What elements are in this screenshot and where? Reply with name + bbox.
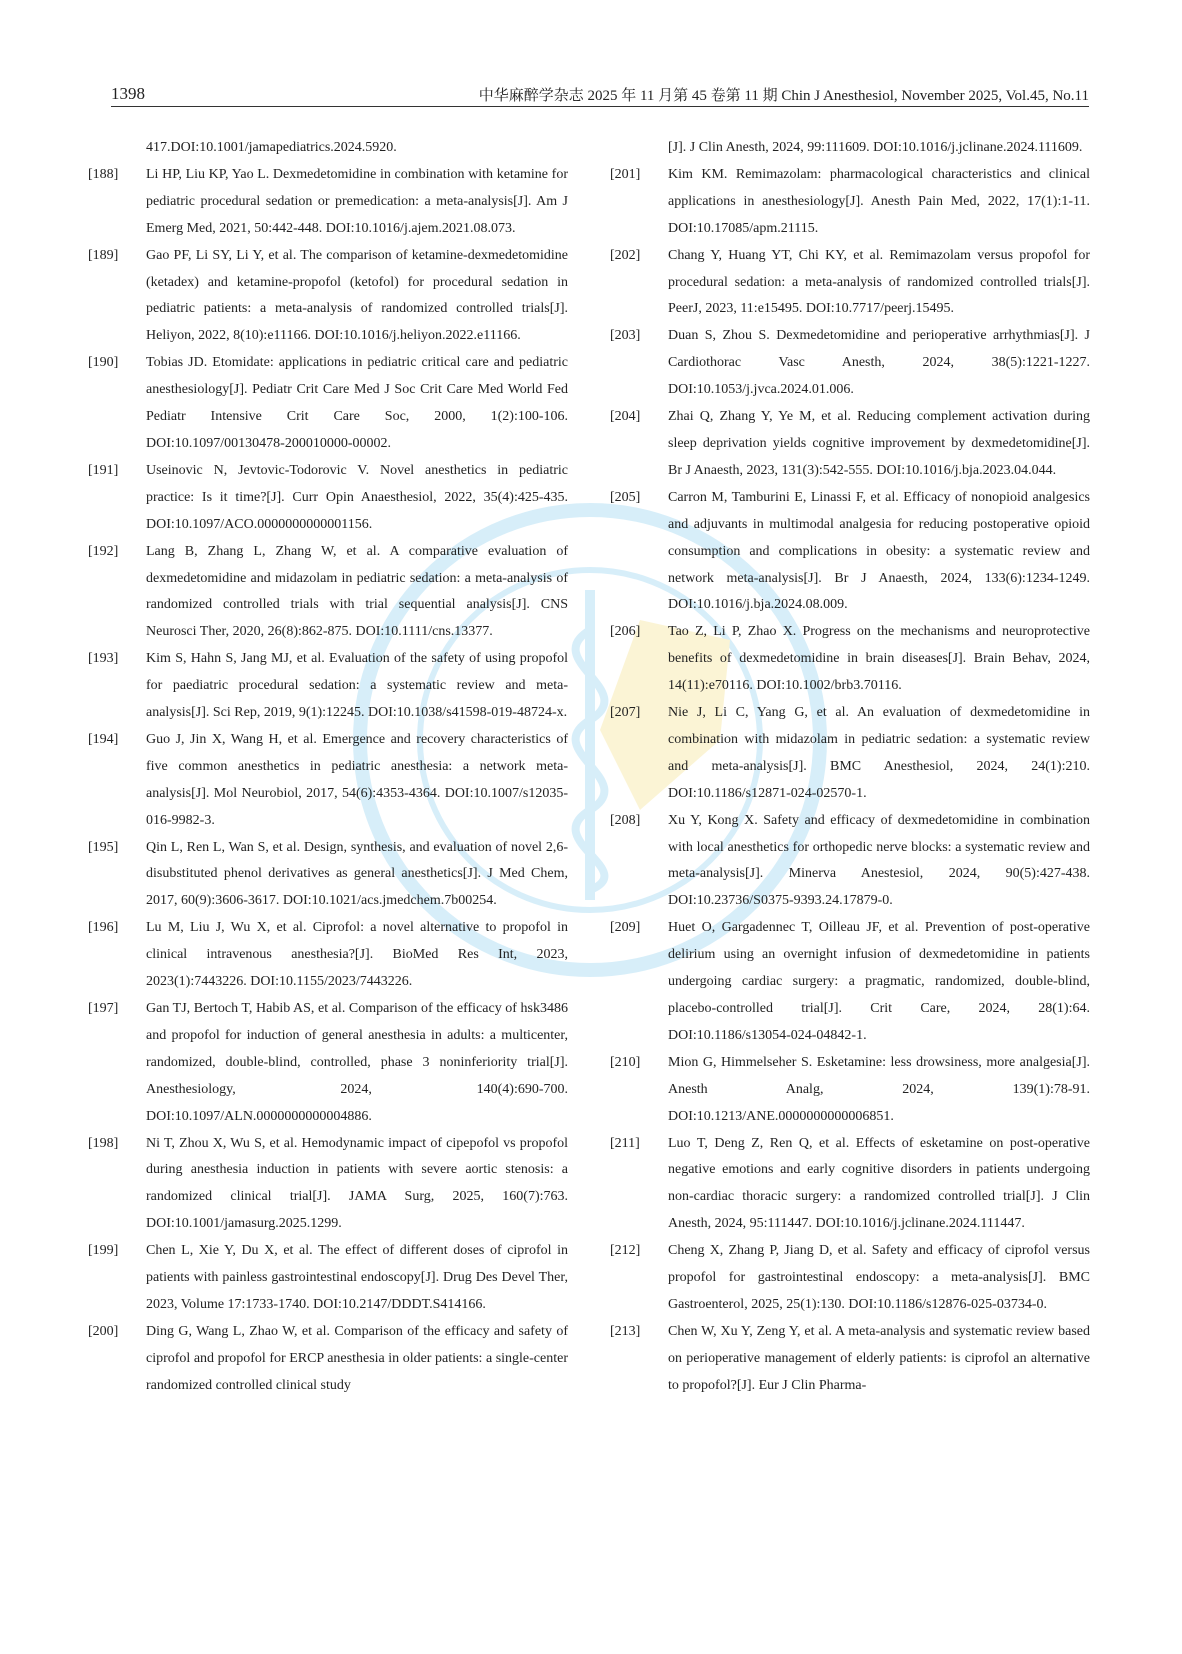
- reference-text: Cheng X, Zhang P, Jiang D, et al. Safety and efficacy of ciprofol versus propofol for gastrointestinal endoscopy: a meta-analysis[J]. BMC Gastroenterol, 2025, 25(1):130. DOI:10.1186/s12876-025-03734-0.: [668, 1243, 1090, 1312]
- left-column: [88, 135, 568, 1400]
- reference-text: Tao Z, Li P, Zhao X. Progress on the mechanisms and neuroprotective benefits of dexmedetomidine in brain diseases[J]. Brain Behav, 2024, 14(11):e70116. DOI:10.1002/brb3.70116.: [668, 624, 1090, 694]
- reference-text: Guo J, Jin X, Wang H, et al. Emergence and recovery characteristics of five common anesthetics in pediatric anesthesia: a network meta-analysis[J]. Mol Neurobiol, 2017, 54(6):4353-4364. DOI:10.1007/s12035-016-9982-3.: [146, 731, 568, 828]
- reference-number: [195]: [88, 839, 119, 855]
- reference-number: [191]: [88, 462, 119, 478]
- reference-number: [207]: [610, 705, 641, 721]
- reference-item: [88, 996, 568, 1131]
- reference-text: Nie J, Li C, Yang G, et al. An evaluation of dexmedetomidine in combination with midazolam in pediatric sedation: a systematic review and meta-analysis[J]. BMC Anesthesiol, 2024, 24(1):210. DOI:10.1186/s12871-024-02570-1.: [668, 705, 1090, 801]
- reference-item: [88, 162, 568, 243]
- reference-number: [204]: [610, 409, 641, 425]
- reference-item: [88, 458, 568, 539]
- right-column: [610, 135, 1090, 1400]
- reference-item: [88, 539, 568, 647]
- reference-text: Zhai Q, Zhang Y, Ye M, et al. Reducing complement activation during sleep deprivation yields cognitive improvement by dexmedetomidine[J]. Br J Anaesth, 2023, 131(3):542-555. DOI:10.1016/j.bja.2023.04.044.: [668, 409, 1090, 478]
- reference-number: [199]: [88, 1243, 119, 1259]
- reference-number: [190]: [88, 355, 119, 371]
- reference-item: [610, 485, 1090, 620]
- reference-number: [198]: [88, 1135, 119, 1151]
- reference-item: [610, 808, 1090, 916]
- reference-text: Carron M, Tamburini E, Linassi F, et al. Efficacy of nonopioid analgesics and adjuvants in multimodal analgesia for reducing postoperative opioid consumption and complications in obesity: a systematic review and network meta-analysis[J]. Br J Anaesth, 2024, 133(6):1234-1249. DOI:10.1016/j.bja.2024.08.009.: [668, 489, 1090, 613]
- reference-number: [192]: [88, 543, 119, 559]
- reference-item: [610, 1131, 1090, 1239]
- reference-item: [610, 1238, 1090, 1319]
- reference-text: Gan TJ, Bertoch T, Habib AS, et al. Comparison of the efficacy of hsk3486 and propofol for induction of general anesthesia in adults: a multicenter, randomized, double-blind, controlled, phase 3 noninferiority trial[J]. Anesthesiology, 2024, 140(4):690-700. DOI:10.1097/ALN.0000000000004886.: [146, 1001, 568, 1124]
- reference-item: [88, 915, 568, 996]
- running-head: 中华麻醉学杂志 2025 年 11 月第 45 卷第 11 期 Chin J Anesthesiol, November 2025, Vol.45, No.11: [478, 88, 1089, 104]
- reference-number: [208]: [610, 812, 641, 828]
- reference-number: [210]: [610, 1054, 641, 1070]
- reference-item: [88, 1319, 568, 1400]
- reference-text: Chen W, Xu Y, Zeng Y, et al. A meta-analysis and systematic review based on perioperative management of elderly patients: is ciprofol an alternative to propofol?[J]. Eur J Clin Pharma-: [668, 1323, 1090, 1393]
- reference-text: Lang B, Zhang L, Zhang W, et al. A comparative evaluation of dexmedetomidine and midazolam in pediatric sedation: a meta-analysis of randomized controlled trials with trial sequential analysis[J]. CNS Neurosci Ther, 2020, 26(8):862-875. DOI:10.1111/cns.13377.: [146, 543, 568, 640]
- reference-item: [610, 404, 1090, 485]
- reference-text: Ding G, Wang L, Zhao W, et al. Comparison of the efficacy and safety of ciprofol and propofol for ERCP anesthesia in older patients: a single-center randomized controlled clinical study: [146, 1323, 568, 1393]
- reference-number: [211]: [610, 1135, 640, 1151]
- reference-item: [88, 727, 568, 835]
- reference-number: [193]: [88, 651, 119, 667]
- reference-continuation: [J]. J Clin Anesth, 2024, 99:111609. DOI:10.1016/j.jclinane.2024.111609.: [668, 140, 1083, 155]
- reference-number: [197]: [88, 1001, 119, 1016]
- reference-item: [88, 1131, 568, 1239]
- reference-number: [205]: [610, 489, 641, 505]
- header-rule: [111, 106, 1089, 107]
- reference-text: Xu Y, Kong X. Safety and efficacy of dexmedetomidine in combination with local anesthetics for orthopedic nerve blocks: a systematic review and meta-analysis[J]. Minerva Anestesiol, 2024, 90(5):427-438. DOI:10.23736/S0375-9393.24.17879-0.: [668, 812, 1090, 909]
- reference-item: [610, 1319, 1090, 1400]
- reference-item: [610, 915, 1090, 1050]
- reference-item: [88, 835, 568, 916]
- reference-number: [200]: [88, 1323, 119, 1339]
- reference-number: [203]: [610, 328, 641, 344]
- reference-item: [610, 323, 1090, 404]
- reference-item: [610, 162, 1090, 243]
- reference-item: [610, 1050, 1090, 1131]
- reference-number: [212]: [610, 1243, 641, 1259]
- reference-text: Duan S, Zhou S. Dexmedetomidine and perioperative arrhythmias[J]. J Cardiothorac Vasc Anesth, 2024, 38(5):1221-1227. DOI:10.1053/j.jvca.2024.01.006.: [668, 328, 1090, 398]
- reference-item: [88, 646, 568, 727]
- reference-number: [196]: [88, 920, 119, 936]
- reference-text: Mion G, Himmelseher S. Esketamine: less drowsiness, more analgesia[J]. Anesth Analg, 2024, 139(1):78-91. DOI:10.1213/ANE.0000000000006851.: [668, 1054, 1090, 1124]
- reference-item: [610, 243, 1090, 324]
- reference-item: [88, 243, 568, 351]
- reference-text: Chen L, Xie Y, Du X, et al. The effect of different doses of ciprofol in patients with painless gastrointestinal endoscopy[J]. Drug Des Devel Ther, 2023, Volume 17:1733-1740. DOI:10.2147/DDDT.S414166.: [146, 1243, 568, 1312]
- reference-text: Tobias JD. Etomidate: applications in pediatric critical care and pediatric anesthesiology[J]. Pediatr Crit Care Med J Soc Crit Care Med World Fed Pediatr Intensive Crit Care Soc, 2000, 1(2):100-106. DOI:10.1097/00130478-200010000-00002.: [146, 355, 568, 451]
- reference-item: [88, 350, 568, 458]
- reference-item: [88, 1238, 568, 1319]
- reference-number: [213]: [610, 1323, 641, 1339]
- reference-text: Kim S, Hahn S, Jang MJ, et al. Evaluation of the safety of using propofol for paediatric procedural sedation: a systematic review and meta-analysis[J]. Sci Rep, 2019, 9(1):12245. DOI:10.1038/s41598-019-48724-x.: [146, 651, 568, 721]
- reference-number: [202]: [610, 247, 641, 263]
- reference-text: Li HP, Liu KP, Yao L. Dexmedetomidine in combination with ketamine for pediatric procedural sedation or premedication: a meta-analysis[J]. Am J Emerg Med, 2021, 50:442-448. DOI:10.1016/j.ajem.2021.08.073.: [146, 166, 568, 236]
- reference-continuation: 417.DOI:10.1001/jamapediatrics.2024.5920.: [146, 140, 397, 155]
- reference-text: Gao PF, Li SY, Li Y, et al. The comparison of ketamine-dexmedetomidine (ketadex) and ketamine-propofol (ketofol) for procedural sedation in pediatric patients: a meta-analysis of randomized controlled trials[J]. Heliyon, 2022, 8(10):e11166. DOI:10.1016/j.heliyon.2022.e11166.: [146, 247, 568, 344]
- reference-number: [209]: [610, 920, 641, 936]
- reference-item: [610, 619, 1090, 700]
- reference-text: Lu M, Liu J, Wu X, et al. Ciprofol: a novel alternative to propofol in clinical intravenous anesthesia?[J]. BioMed Res Int, 2023, 2023(1):7443226. DOI:10.1155/2023/7443226.: [146, 920, 568, 990]
- reference-item: [610, 700, 1090, 808]
- reference-number: [194]: [88, 731, 119, 747]
- reference-number: [189]: [88, 247, 119, 263]
- reference-text: Qin L, Ren L, Wan S, et al. Design, synthesis, and evaluation of novel 2,6-disubstituted phenol derivatives as general anesthetics[J]. J Med Chem, 2017, 60(9):3606-3617. DOI:10.1021/acs.jmedchem.7b00254.: [146, 839, 568, 909]
- reference-text: Ni T, Zhou X, Wu S, et al. Hemodynamic impact of cipepofol vs propofol during anesthesia induction in patients with severe aortic stenosis: a randomized clinical trial[J]. JAMA Surg, 2025, 160(7):763. DOI:10.1001/jamasurg.2025.1299.: [146, 1135, 568, 1232]
- reference-text: Huet O, Gargadennec T, Oilleau JF, et al. Prevention of post-operative delirium using an overnight infusion of dexmedetomidine in patients undergoing cardiac surgery: a pragmatic, randomized, double-blind, placebo-controlled trial[J]. Crit Care, 2024, 28(1):64. DOI:10.1186/s13054-024-04842-1.: [668, 920, 1090, 1043]
- reference-text: Kim KM. Remimazolam: pharmacological characteristics and clinical applications in anesthesiology[J]. Anesth Pain Med, 2022, 17(1):1-11. DOI:10.17085/apm.21115.: [668, 166, 1090, 236]
- page-number: 1398: [111, 84, 145, 103]
- reference-text: Chang Y, Huang YT, Chi KY, et al. Remimazolam versus propofol for procedural sedation: a meta-analysis of randomized controlled trials[J]. PeerJ, 2023, 11:e15495. DOI:10.7717/peerj.15495.: [668, 247, 1090, 317]
- reference-number: [188]: [88, 166, 119, 182]
- reference-text: Useinovic N, Jevtovic-Todorovic V. Novel anesthetics in pediatric practice: Is it time?[J]. Curr Opin Anaesthesiol, 2022, 35(4):425-435. DOI:10.1097/ACO.0000000000001156.: [146, 462, 568, 532]
- reference-number: [201]: [610, 166, 641, 182]
- reference-text: Luo T, Deng Z, Ren Q, et al. Effects of esketamine on post-operative negative emotions and early cognitive disorders in patients undergoing non-cardiac thoracic surgery: a randomized controlled trial[J]. J Clin Anesth, 2024, 95:111447. DOI:10.1016/j.jclinane.2024.111447.: [668, 1135, 1090, 1232]
- reference-number: [206]: [610, 624, 641, 640]
